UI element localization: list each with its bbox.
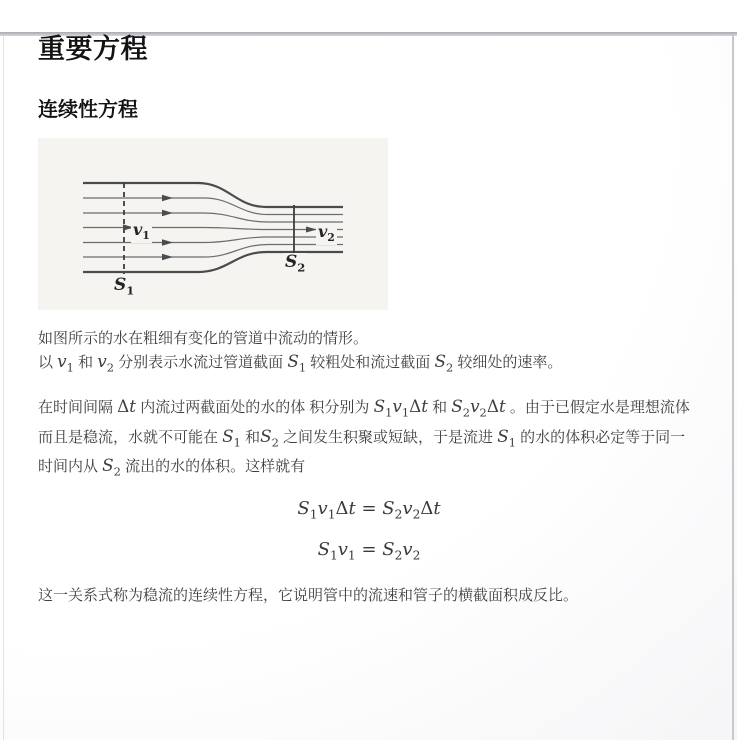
pipe-wall-top: [83, 183, 343, 207]
paragraph-derivation: 在时间间隔 Δt 内流过两截面处的水的体 积分别为 $S_1v_1\Delta t$ 和 $S_2v_2\Delta t$ 。由于已假定水是理想流体而且是稳流，水就不可能在 $S_1$ 和$S_2$ 之间发生积聚或短缺，于是流进 $S_1$ 的水的体积必定等于同一时间内从 $S_2$ 流出的水的体积。这样就有: [38, 396, 690, 479]
intro-line-1: 如图所示的水在粗细有变化的管道中流动的情形。: [38, 330, 369, 347]
document-content: [0, 32, 737, 607]
paragraph-conclusion: 这一关系式称为稳流的连续性方程，它说明管中的流速和管子的横截面积成反比。: [38, 586, 579, 604]
document-page: [0, 32, 737, 740]
figure-label-s1: $S_1$: [114, 275, 135, 298]
intro-line-2: 以 $v_1$ 和 $v_2$ 分别表示水流过管道截面 $S_1$ 较粗处和流过截面 $S_2$ 较细处的速率。: [38, 351, 563, 375]
streamline-center: [83, 228, 343, 230]
flow-arrow: [162, 239, 173, 245]
equation-volume-equality: $S_1v_1\Delta t = S_2v_2\Delta t$: [297, 498, 441, 523]
flow-arrow: [162, 210, 173, 216]
streamline: [83, 237, 343, 243]
paragraph-intro: [38, 327, 700, 379]
figure-label-v2: $v_2$: [318, 222, 335, 245]
figure-label-s2: $S_2$: [285, 252, 306, 275]
page-title: 重要方程: [38, 34, 148, 64]
continuity-figure: [38, 138, 388, 310]
figure-label-v1: $v_1$: [133, 220, 150, 243]
flow-arrow: [162, 195, 173, 201]
section-heading: 连续性方程: [38, 99, 138, 121]
flow-arrow: [162, 254, 173, 260]
equation-continuity: $S_1v_1 = S_2v_2$: [317, 539, 421, 563]
